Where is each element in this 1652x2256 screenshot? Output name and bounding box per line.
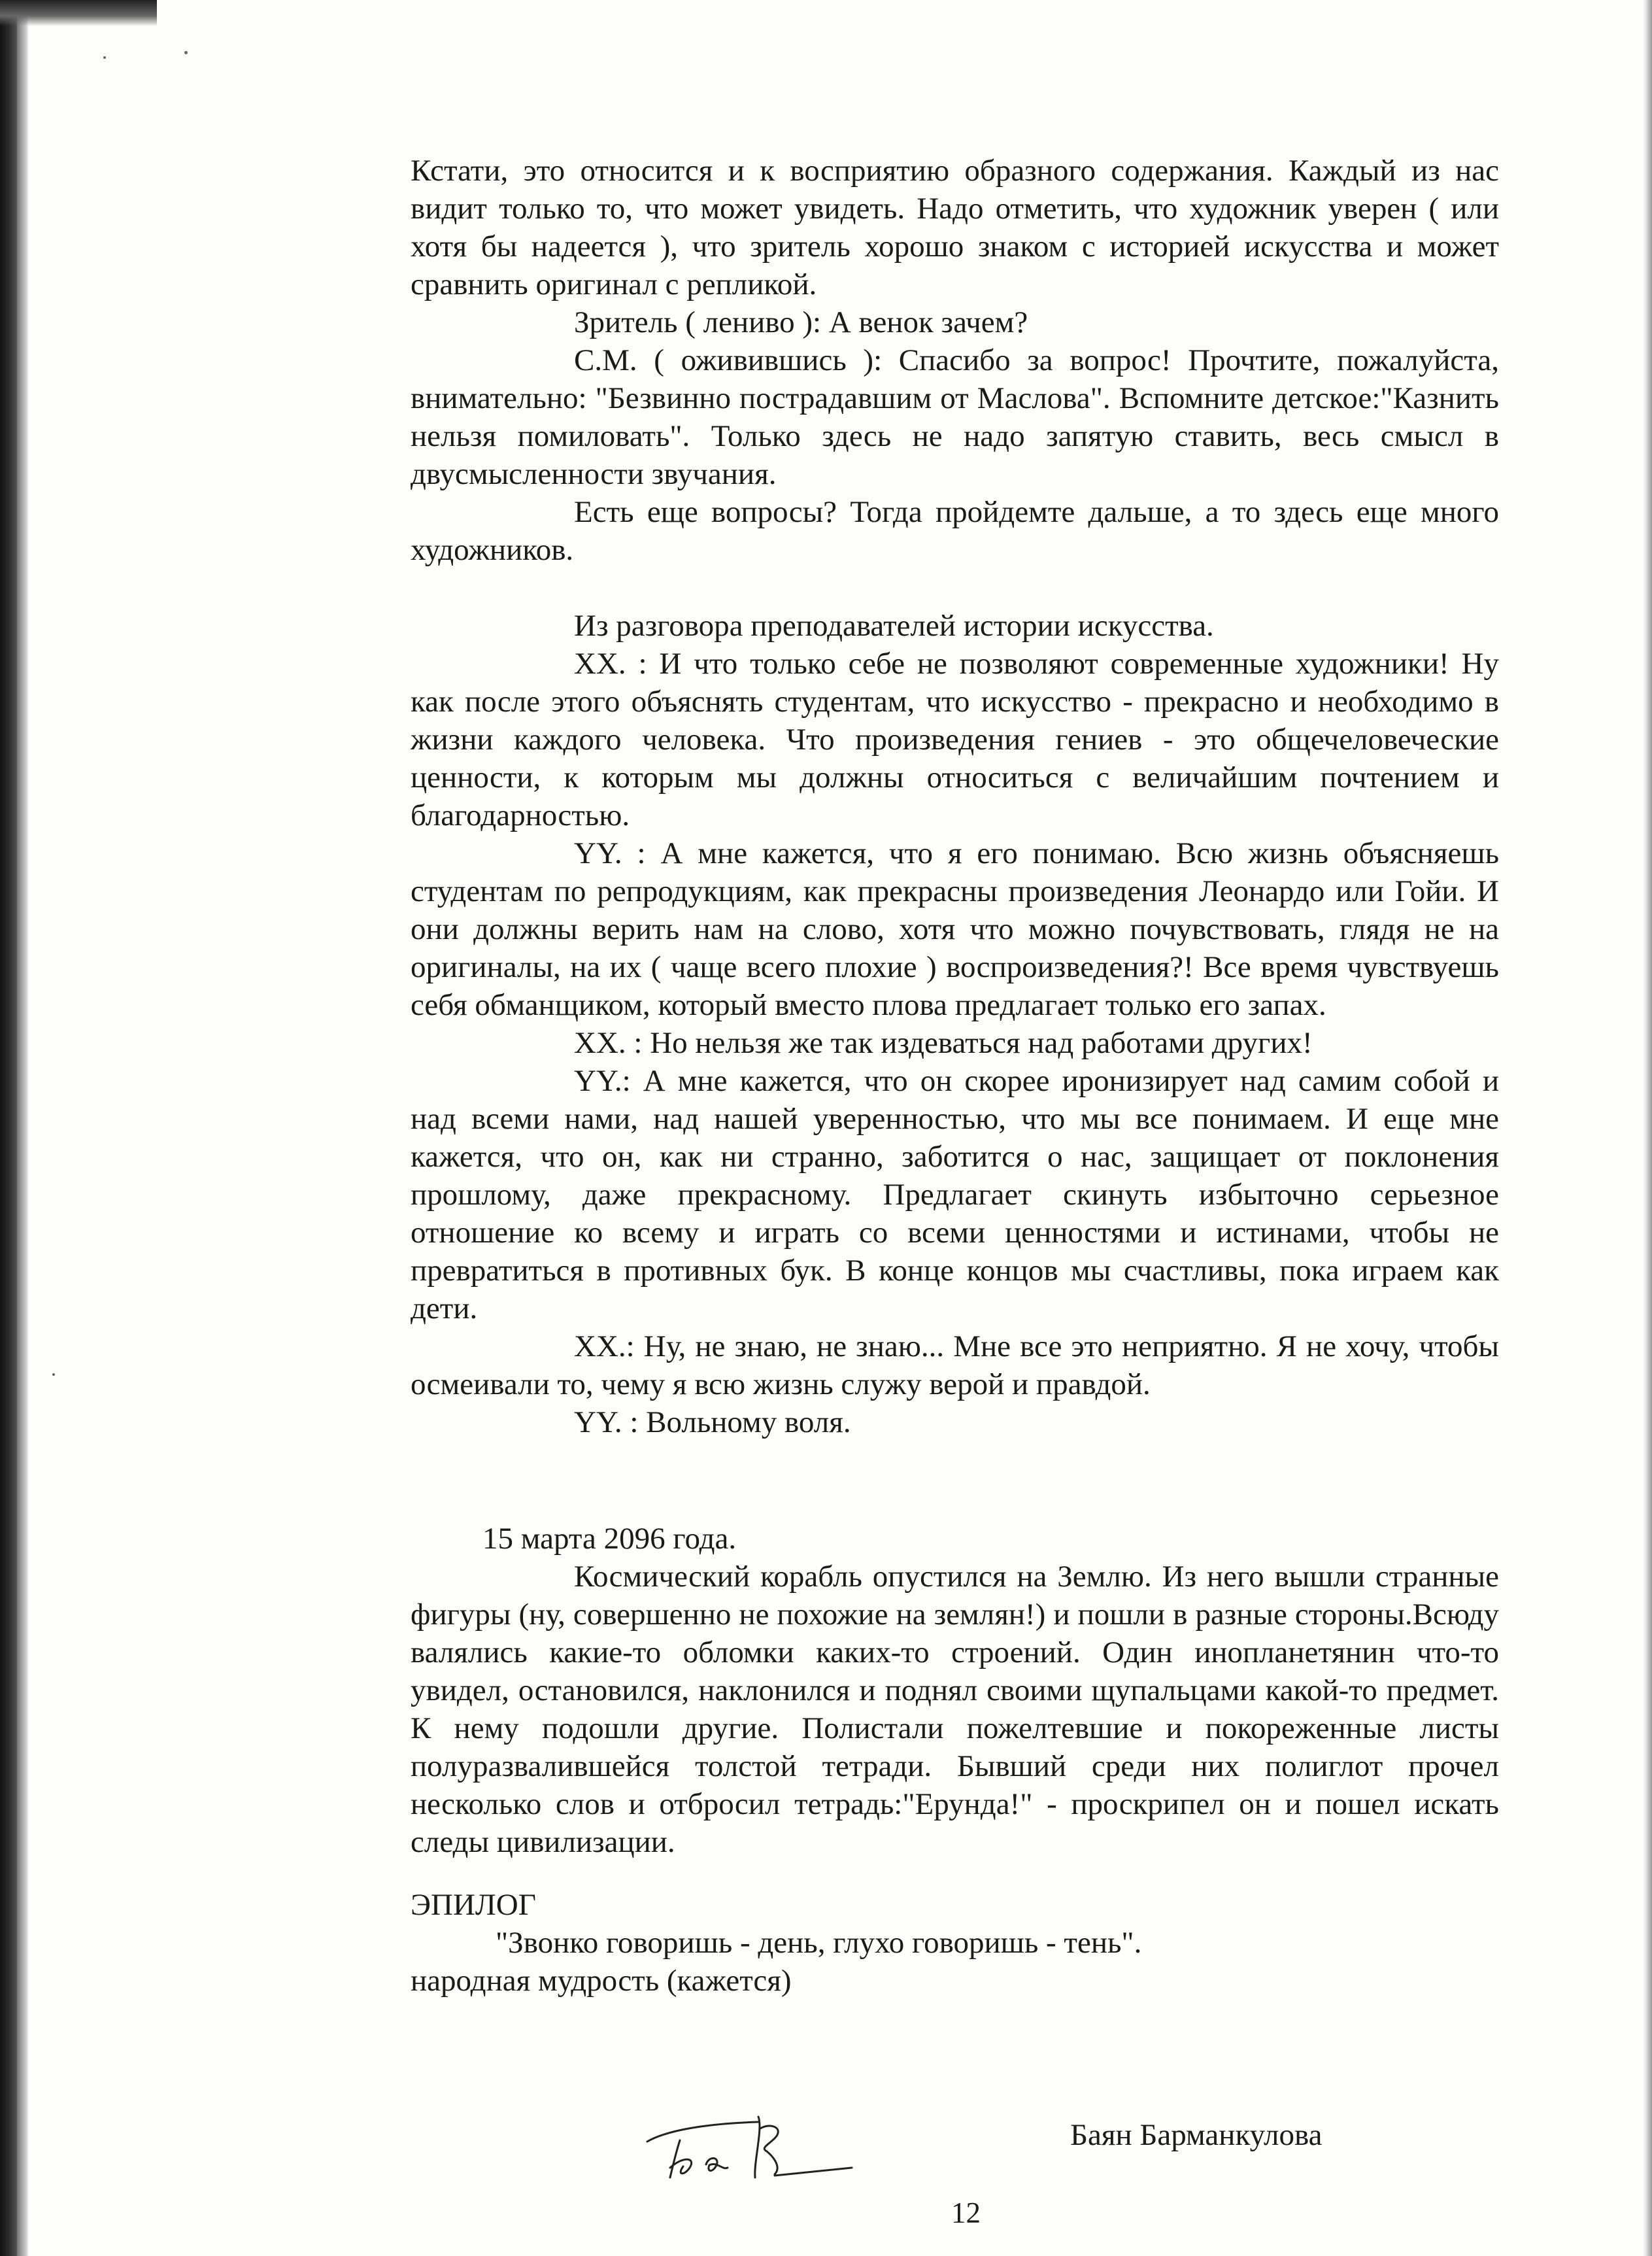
epilogue-title: ЭПИЛОГ [411, 1888, 536, 1922]
paragraph-viewer-question: Зритель ( лениво ): А венок зачем? [574, 305, 1028, 339]
scan-binding-shadow [0, 0, 17, 2256]
scan-binding-gradient [17, 0, 29, 2256]
spacer [411, 569, 1499, 607]
handwritten-signature [644, 2102, 860, 2187]
scan-top-shadow [0, 0, 157, 26]
paragraph-xx-2: XX. : Но нельзя же так издеваться над работами других! [574, 1026, 1313, 1060]
paragraph-dialogue-intro: Из разговора преподавателей истории искусства. [574, 609, 1214, 643]
paragraph-story: Космический корабль опустился на Землю. Из него вышли странные фигуры (ну, совершенно не похожие на землян!) и пошли в разные стороны.Всюду валялись какие-то обломки каких-то строений. Один инопланетянин что-то увидел, остановился, наклонился и поднял своими щупальцами какой-то предмет. К нему подошли другие. Полистали пожелтевшие и покореженные листы полуразвалившейся толстой тетради. Бывший среди них полиглот прочел несколько слов и отбросил тетрадь:"Ерунда!" - проскрипел он и пошел искать следы цивилизации. [411, 1560, 1499, 1859]
epilogue-source: народная мудрость (кажется) [411, 1964, 792, 1998]
paragraph-more-questions: Есть еще вопросы? Тогда пройдемте дальше, а то здесь еще много художников. [411, 495, 1499, 567]
scan-speck [184, 51, 188, 54]
scan-speck [52, 1373, 55, 1376]
paragraph-intro: Кстати, это относится и к восприятию образного содержания. Каждый из нас видит только то, что может увидеть. Надо отметить, что художник уверен ( или хотя бы надеется ), что зритель хорошо знаком с историей искусства и может сравнить оригинал с репликой. [411, 154, 1499, 301]
paragraph-xx-3: XX.: Ну, не знаю, не знаю... Мне все это неприятно. Я не хочу, чтобы осмеивали то, чему я всю жизнь служу верой и правдой. [411, 1329, 1499, 1401]
page-body [411, 152, 1499, 2000]
paragraph-xx-1: XX. : И что только себе не позволяют современные художники! Ну как после этого объяснять студентам, что искусство - прекрасно и необходимо в жизни каждого человека. Что произведения гениев - это общечеловеческие ценности, к которым мы должны относиться с величайшим почтением и благодарностью. [411, 647, 1499, 832]
paragraph-yy-2: YY.: А мне кажется, что он скорее иронизирует над самим собой и над всеми нами, над нашей уверенностью, что мы все понимаем. И еще мне кажется, что он, как ни странно, заботится о нас, защищает от поклонения прошлому, даже прекрасному. Предлагает скинуть избыточно серьезное отношение ко всему и играть со всеми ценностями и истинами, чтобы не превратиться в противных бук. В конце концов мы счастливы, пока играем как дети. [411, 1064, 1499, 1325]
page-number: 12 [951, 2196, 981, 2229]
epilogue-quote: "Звонко говоришь - день, глухо говоришь - тень". [496, 1926, 1142, 1960]
date-heading: 15 марта 2096 года. [482, 1522, 737, 1556]
paragraph-sm-answer: С.М. ( оживившись ): Спасибо за вопрос! Прочтите, пожалуйста, внимательно: "Безвинно пострадавшим от Маслова". Вспомните детское:"Казнить нельзя помиловать". Только здесь не надо запятую ставить, весь смысл в двусмысленности звучания. [411, 343, 1499, 491]
scan-speck [103, 56, 106, 59]
paragraph-yy-1: YY. : А мне кажется, что я его понимаю. Всю жизнь объясняешь студентам по репродукциям, как прекрасны произведения Леонардо или Гойи. И они должны верить нам на слово, хотя что можно почувствовать, глядя не на оригиналы, на их ( чаще всего плохие ) воспроизведения?! Все время чувствуешь себя обманщиком, который вместо плова предлагает только его запах. [411, 836, 1499, 1022]
paragraph-yy-3: YY. : Вольному воля. [574, 1405, 851, 1439]
author-name: Баян Барманкулова [1070, 2118, 1323, 2152]
spacer [411, 1441, 1499, 1520]
scan-right-edge [1643, 0, 1652, 2256]
